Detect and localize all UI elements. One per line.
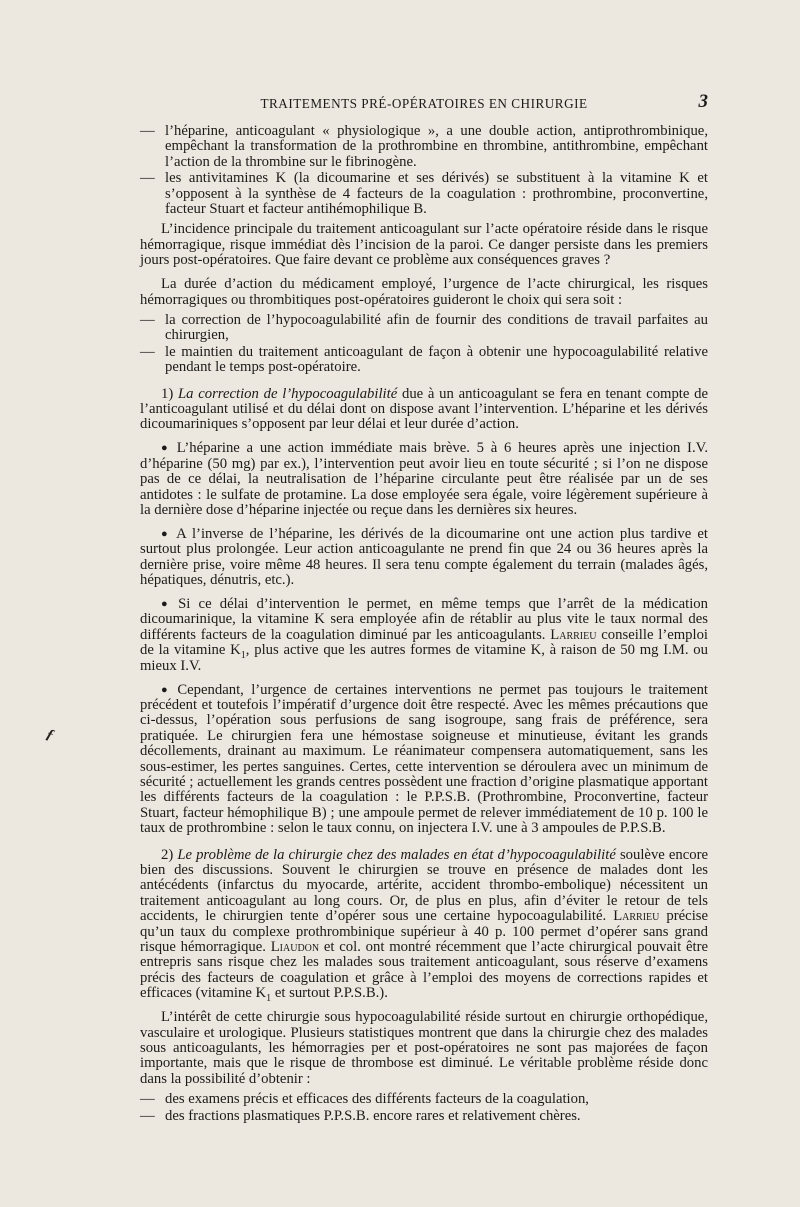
bullet-icon: ● — [161, 683, 172, 696]
section-2-text: soulève encore bien des discussions. Souvent le chirurgien se trouve en présence de malades dont les antécédents (infarctus du myocarde, artérite, accident thrombo-embolique) nécessitent un traitement anticoagulant au long cours. Or, de plus en plus, afin d’éviter le retour de tels accidents, le chirurgien tente d’opérer sous une certaine hypocoagulabilité. — [140, 846, 709, 925]
section-2-text: précise qu’un taux du complexe prothrombinique supérieur à 40 p. 100 permet d’opérer sans grand risque hémorragique. — [140, 908, 709, 955]
list-dash: — — [140, 311, 155, 328]
section-1-text: due à un anticoagulant se fera en tenant compte de l’anticoagulant utilisé et du délai dont on dispose avant l’intervention. L’héparine et les dérivés dicoumariniques s’opposent par leur délai et leur durée d’action. — [140, 385, 708, 433]
bullet-paragraph-heparine — [140, 441, 708, 518]
section-1-number: 1) — [161, 385, 174, 402]
bullet-icon: ● — [161, 527, 171, 540]
section-2-text: et surtout P.P.S.B.). — [274, 985, 388, 1002]
bullet-paragraph-delai — [140, 597, 708, 674]
list-item-examens — [140, 1092, 708, 1107]
author-name: Liaudon — [270, 939, 320, 955]
list-item-maintien — [140, 345, 708, 376]
list-item-text: le maintien du traitement anticoagulant de façon à obtenir une hypocoagulabilité relative pendant le temps post-opératoire. — [165, 343, 708, 376]
bullet-text: Si ce délai d’intervention le permet, en même temps que l’arrêt de la médication dicoumarinique, la vitamine K sera employée afin de rétablir au plus vite le taux normal des différents facteurs de la coagulation diminué par les anticoagulants. — [140, 595, 708, 643]
bullet-text: L’héparine a une action immédiate mais brève. 5 à 6 heures après une injection I.V. d’héparine (50 mg) par ex.), l’intervention peut avoir lieu en toute sécurité ; si l’on ne dispose pas de ce délai, la neutralisation de l’héparine circulante peut être réalisée par un de ses antidotes : le sulfate de protamine. La dose employée sera égale, voire légèrement supérieure à la dernière dose d’héparine injectée ou reçue dans les dernières six heures. — [140, 440, 708, 518]
paragraph-incidence: L’incidence principale du traitement anticoagulant sur l’acte opératoire réside dans le risque hémorragique, risque immédiat dès l’incision de la paroi. Ce danger persiste dans les premiers jours post-opératoires. Que faire devant ce problème aux conséquences graves ? — [140, 221, 708, 269]
list-dash: — — [140, 343, 155, 360]
page-number: 3 — [698, 91, 708, 112]
section-2-text: et col. ont montré récemment que l’acte chirurgical pouvait être entrepris sans risque chez les malades sous traitement anticoagulant, sous réserve d’examens précis des facteurs de coagulation et grâce à l’emploi des moyens de corrections rapides et efficaces (vitamine K — [140, 939, 708, 1002]
bullet-icon: ● — [161, 597, 173, 610]
margin-handwritten-mark: ƒ — [43, 726, 57, 744]
list-item-text: les antivitamines K (la dicoumarine et ses dérivés) se substituent à la vitamine K et s’opposent à la synthèse de 4 facteurs de la coagulation : prothrombine, proconvertine, facteur Stuart et facteur antihémophilique B. — [165, 170, 708, 218]
list-dash: — — [140, 1107, 155, 1124]
list-item-text: des examens précis et efficaces des différents facteurs de la coagulation, — [165, 1091, 589, 1108]
bullet-text: conseille l’emploi de la vitamine K — [140, 626, 709, 659]
list-dash: — — [140, 123, 155, 139]
running-title: TRAITEMENTS PRÉ-OPÉRATOIRES EN CHIRURGIE — [260, 96, 588, 111]
list-item-text: l’héparine, anticoagulant « physiologique », a une double action, antiprothrombinique, empêchant la transformation de la prothrombine en thrombine, antithrombine, empêchant l’action de la thrombine sur le fibrinogène. — [165, 123, 708, 170]
section-1-title: La correction de l’hypocoagulabilité — [177, 385, 398, 402]
list-item-text: la correction de l’hypocoagulabilité afin de fournir des conditions de travail parfaites au chirurgien, — [165, 311, 708, 344]
paragraph-interet: L’intérêt de cette chirurgie sous hypocoagulabilité réside surtout en chirurgie orthopédique, vasculaire et urologique. Plusieurs statistiques montrent que dans la chirurgie chez des malades sous anticoagulants, les hémorragies per et post-opératoires ne sont pas majorées de façon importante, mais que le risque de thrombose est diminué. Le véritable problème réside donc dans la possibilité d’obtenir : — [140, 1009, 708, 1087]
list-dash: — — [140, 1091, 155, 1108]
section-1-paragraph — [140, 387, 708, 433]
list-item-correction — [140, 313, 708, 344]
section-2-number: 2) — [161, 846, 174, 863]
page-header — [140, 91, 708, 116]
list-dash: — — [140, 170, 155, 187]
bullet-paragraph-inverse — [140, 527, 708, 589]
list-item-fractions — [140, 1109, 708, 1124]
section-2-title: Le problème de la chirurgie chez des malades en état d’hypocoagulabilité — [177, 846, 616, 863]
author-name: Larrieu — [613, 908, 660, 925]
bullet-icon: ● — [161, 442, 171, 455]
subscript: 1 — [240, 650, 246, 662]
bullet-text: , plus active que les autres formes de vitamine K, à raison de 50 mg I.M. ou mieux I.V. — [140, 642, 708, 674]
list-item-heparine — [140, 124, 708, 170]
author-name: Larrieu — [550, 626, 597, 643]
body-text — [140, 124, 708, 1129]
bullet-text: A l’inverse de l’héparine, les dérivés de la dicoumarine ont une action plus tardive et surtout plus prolongée. Leur action anticoagulante ne prend fin que 24 ou 36 heures après la dernière prise, voire même 48 heures. Il sera tenu compte également du terrain (malades âgés, hépatiques, dénutris, etc.). — [140, 525, 708, 589]
bullet-paragraph-cependant — [140, 683, 708, 837]
section-2-paragraph — [140, 846, 709, 1005]
subscript: 1 — [266, 993, 272, 1005]
list-item-antivitamines — [140, 171, 708, 217]
paragraph-duree: La durée d’action du médicament employé, l’urgence de l’acte chirurgical, les risques hémorragiques ou thrombitiques post-opératoires guideront le choix qui sera soit : — [140, 276, 708, 308]
bullet-text: Cependant, l’urgence de certaines interventions ne permet pas toujours le traitement précédent et toutefois l’impératif d’urgence doit être respecté. Avec les mêmes précautions que ci-dessus, l’opération sous perfusions de sang isogroupe, sang frais de préférence, sera pratiquée. Le chirurgien fera une hémostase soigneuse et minutieuse, évitant les grands décollements, drainant au maximum. Le réanimateur compensera automatiquement, sans les sous-estimer, les pertes sanguines. Certes, cette intervention se déroulera avec un minimum de sécurité ; actuellement les grands centres possèdent une fraction d’origine plasmatique apportant les différents facteurs de la coagulation : le P.P.S.B. (Prothrombine, Proconvertine, facteur Stuart, facteur hémophilique B) ; une ampoule permet de relever immédiatement de 10 p. 100 le taux de prothrombine : selon le taux connu, on injectera I.V. une à 3 ampoules de P.P.S.B. — [140, 681, 708, 837]
list-item-text: des fractions plasmatiques P.P.S.B. encore rares et relativement chères. — [165, 1107, 581, 1124]
